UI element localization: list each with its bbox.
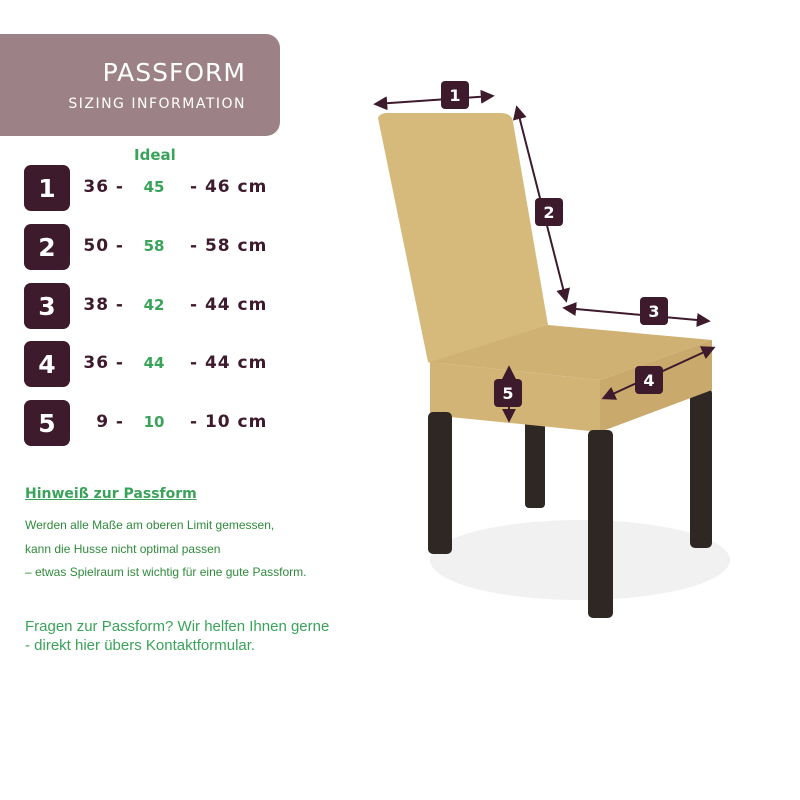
size-row <box>0 283 290 329</box>
max-value: - 46 cm <box>190 177 268 197</box>
max-value: - 58 cm <box>190 236 268 256</box>
chair-leg-back-right <box>525 420 545 508</box>
contact-line: Fragen zur Passform? Wir helfen Ihnen gerne <box>25 618 330 635</box>
chair-badge-5-label: 5 <box>502 384 514 403</box>
chair-leg-back-right-outer <box>690 388 712 548</box>
min-value: 38 - <box>83 295 124 315</box>
measure-number-badge: 1 <box>24 165 70 211</box>
chair-badge-3-label: 3 <box>648 302 660 321</box>
min-value: 50 - <box>83 236 124 256</box>
measure-arrow-3 <box>565 308 708 321</box>
chair-badge-1-label: 1 <box>449 86 461 105</box>
size-row <box>0 400 290 446</box>
max-value: - 10 cm <box>190 412 268 432</box>
ideal-value: 42 <box>143 296 165 314</box>
fit-note-line: Werden alle Maße am oberen Limit gemessen, <box>25 518 275 532</box>
ideal-column-header: Ideal <box>134 146 176 164</box>
size-row <box>0 224 290 270</box>
ideal-value: 45 <box>143 178 165 196</box>
min-value: 36 - <box>83 353 124 373</box>
chair-backrest <box>378 113 548 365</box>
min-value: 9 - <box>96 412 124 432</box>
chair-badge-4-label: 4 <box>643 371 655 390</box>
page-title: PASSFORM <box>102 58 246 87</box>
min-value: 36 - <box>83 177 124 197</box>
measure-number-badge: 4 <box>24 341 70 387</box>
chair-leg-front-right <box>588 430 613 618</box>
chair-badge-2-label: 2 <box>543 203 555 222</box>
ideal-value: 58 <box>143 237 165 255</box>
chair-leg-front-left <box>428 412 452 554</box>
measure-number-badge: 3 <box>24 283 70 329</box>
floor-shadow <box>430 520 730 600</box>
page-subtitle: SIZING INFORMATION <box>68 96 246 112</box>
header-banner <box>0 34 280 136</box>
fit-note-line: kann die Husse nicht optimal passen <box>25 542 221 556</box>
chair-illustration <box>360 70 800 630</box>
measure-number-badge: 5 <box>24 400 70 446</box>
contact-link[interactable]: - direkt hier übers Kontaktformular. <box>25 637 256 654</box>
measure-number-badge: 2 <box>24 224 70 270</box>
ideal-value: 44 <box>143 354 165 372</box>
ideal-value: 10 <box>143 413 165 431</box>
size-row <box>0 165 290 211</box>
fit-note-line: – etwas Spielraum ist wichtig für eine gute Passform. <box>25 565 307 579</box>
size-row <box>0 341 290 387</box>
measure-arrow-1 <box>376 96 492 104</box>
fit-note-heading[interactable]: Hinweiß zur Passform <box>25 486 197 502</box>
max-value: - 44 cm <box>190 353 268 373</box>
max-value: - 44 cm <box>190 295 268 315</box>
